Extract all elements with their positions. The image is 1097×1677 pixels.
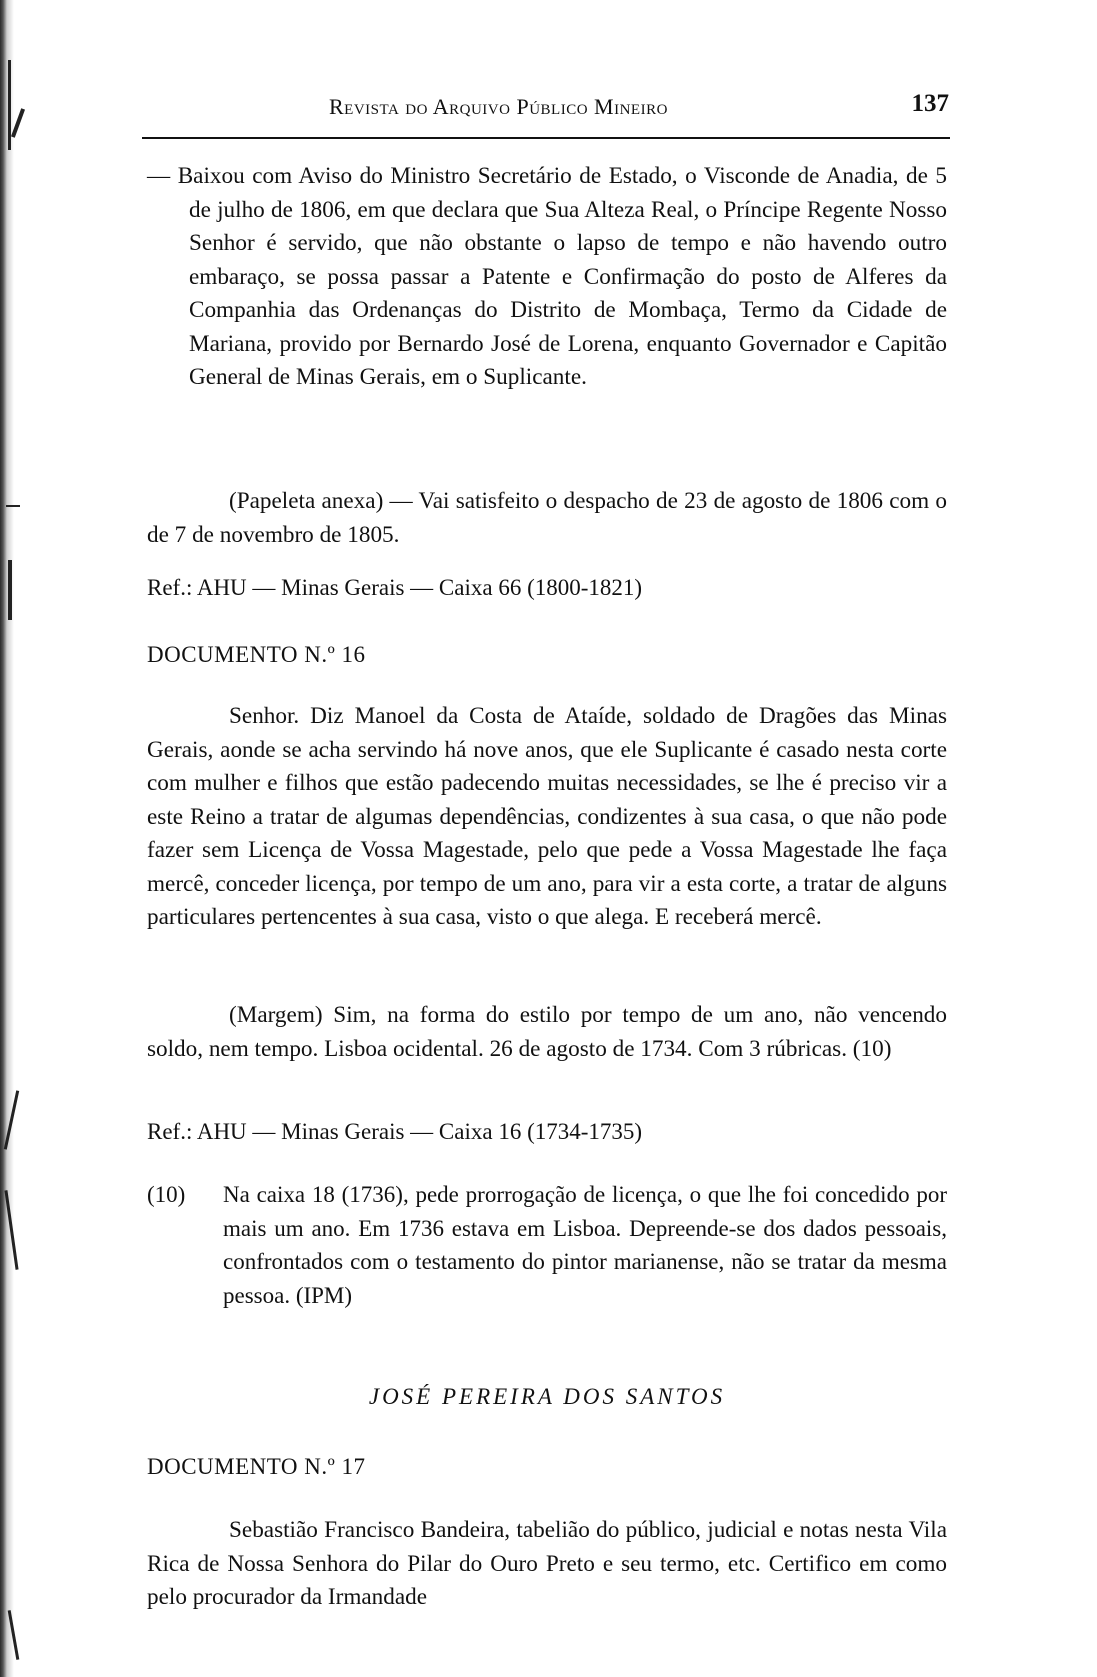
document-heading-text: DOCUMENTO N.º 17: [147, 1454, 366, 1479]
reference-line-text: Ref.: AHU — Minas Gerais — Caixa 66 (1800-1821): [147, 575, 643, 600]
document-heading: [147, 638, 947, 672]
reference-line: [147, 571, 947, 605]
paragraph-aviso: [147, 160, 947, 395]
paragraph-papeleta: [147, 485, 947, 552]
page-number: 137: [911, 90, 949, 117]
paragraph-certidao-text: Sebastião Francisco Bandeira, tabelião do público, judicial e notas nesta Vila Rica de Nossa Senhora do Pilar do Ouro Preto e seu termo, etc. Certifico em como pelo procurador da Irmandade: [147, 1517, 947, 1610]
section-title-text: JOSÉ PEREIRA DOS SANTOS: [368, 1384, 726, 1409]
header-rule: [142, 137, 950, 139]
paragraph-papeleta-text: (Papeleta anexa) — Vai satisfeito o despacho de 23 de agosto de 1806 com o de 7 de novembro de 1805.: [147, 488, 947, 548]
paragraph-aviso-text: — Baixou com Aviso do Ministro Secretário de Estado, o Visconde de Anadia, de 5 de julho de 1806, em que declara que Sua Alteza Real, o Príncipe Regente Nosso Senhor é servido, que não obstante o lapso de tempo e não havendo outro embaraço, se possa passar a Patente e Confirmação do posto de Alferes da Companhia das Ordenanças do Distrito de Mombaça, Termo da Cidade de Mariana, provido por Bernardo José de Lorena, enquanto Governador e Capitão General de Minas Gerais, em o Suplicante.: [147, 163, 947, 390]
journal-title-text: Revista do Arquivo Público Mineiro: [329, 94, 668, 119]
footnote-marker: (10): [147, 1182, 186, 1207]
footnote-text: Na caixa 18 (1736), pede prorrogação de licença, o que lhe foi concedido por mais um ano. Em 1736 estava em Lisboa. Depreende-se dos dados pessoais, confrontados com o testamento do pintor marianense, não se tratar da mesma pessoa. (IPM): [223, 1182, 947, 1308]
paragraph-margem: [147, 999, 947, 1066]
document-heading: [147, 1450, 947, 1484]
paragraph-petition: [147, 700, 947, 935]
paragraph-certidao: [147, 1514, 947, 1615]
paragraph-petition-text: Senhor. Diz Manoel da Costa de Ataíde, soldado de Dragões das Minas Gerais, aonde se acha servindo há nove anos, que ele Suplicante é casado nesta corte com mulher e filhos que estão padecendo muitas necessidades, se lhe é preciso vir a este Reino a tratar de algumas dependências, condizentes à sua casa, o que não pode fazer sem Licença de Vossa Magestade, pelo que pede a Vossa Magestade lhe faça mercê, conceder licença, por tempo de um ano, para vir a esta corte, a tratar de alguns particulares pertencentes à sua casa, visto o que alega. E receberá mercê.: [147, 703, 947, 930]
journal-title: [329, 94, 668, 120]
binding-edge-shadow: [0, 0, 28, 1677]
section-title: [147, 1380, 947, 1414]
reference-line: [147, 1115, 947, 1149]
reference-line-text: Ref.: AHU — Minas Gerais — Caixa 16 (1734-1735): [147, 1119, 643, 1144]
scan-mark: [8, 560, 12, 620]
running-header: [329, 88, 949, 128]
paragraph-margem-text: (Margem) Sim, na forma do estilo por tempo de um ano, não vencendo soldo, nem tempo. Lisboa ocidental. 26 de agosto de 1734. Com 3 rúbricas. (10): [147, 1002, 947, 1062]
footnote: [147, 1178, 947, 1312]
document-heading-text: DOCUMENTO N.º 16: [147, 642, 366, 667]
scan-mark: [6, 505, 20, 507]
